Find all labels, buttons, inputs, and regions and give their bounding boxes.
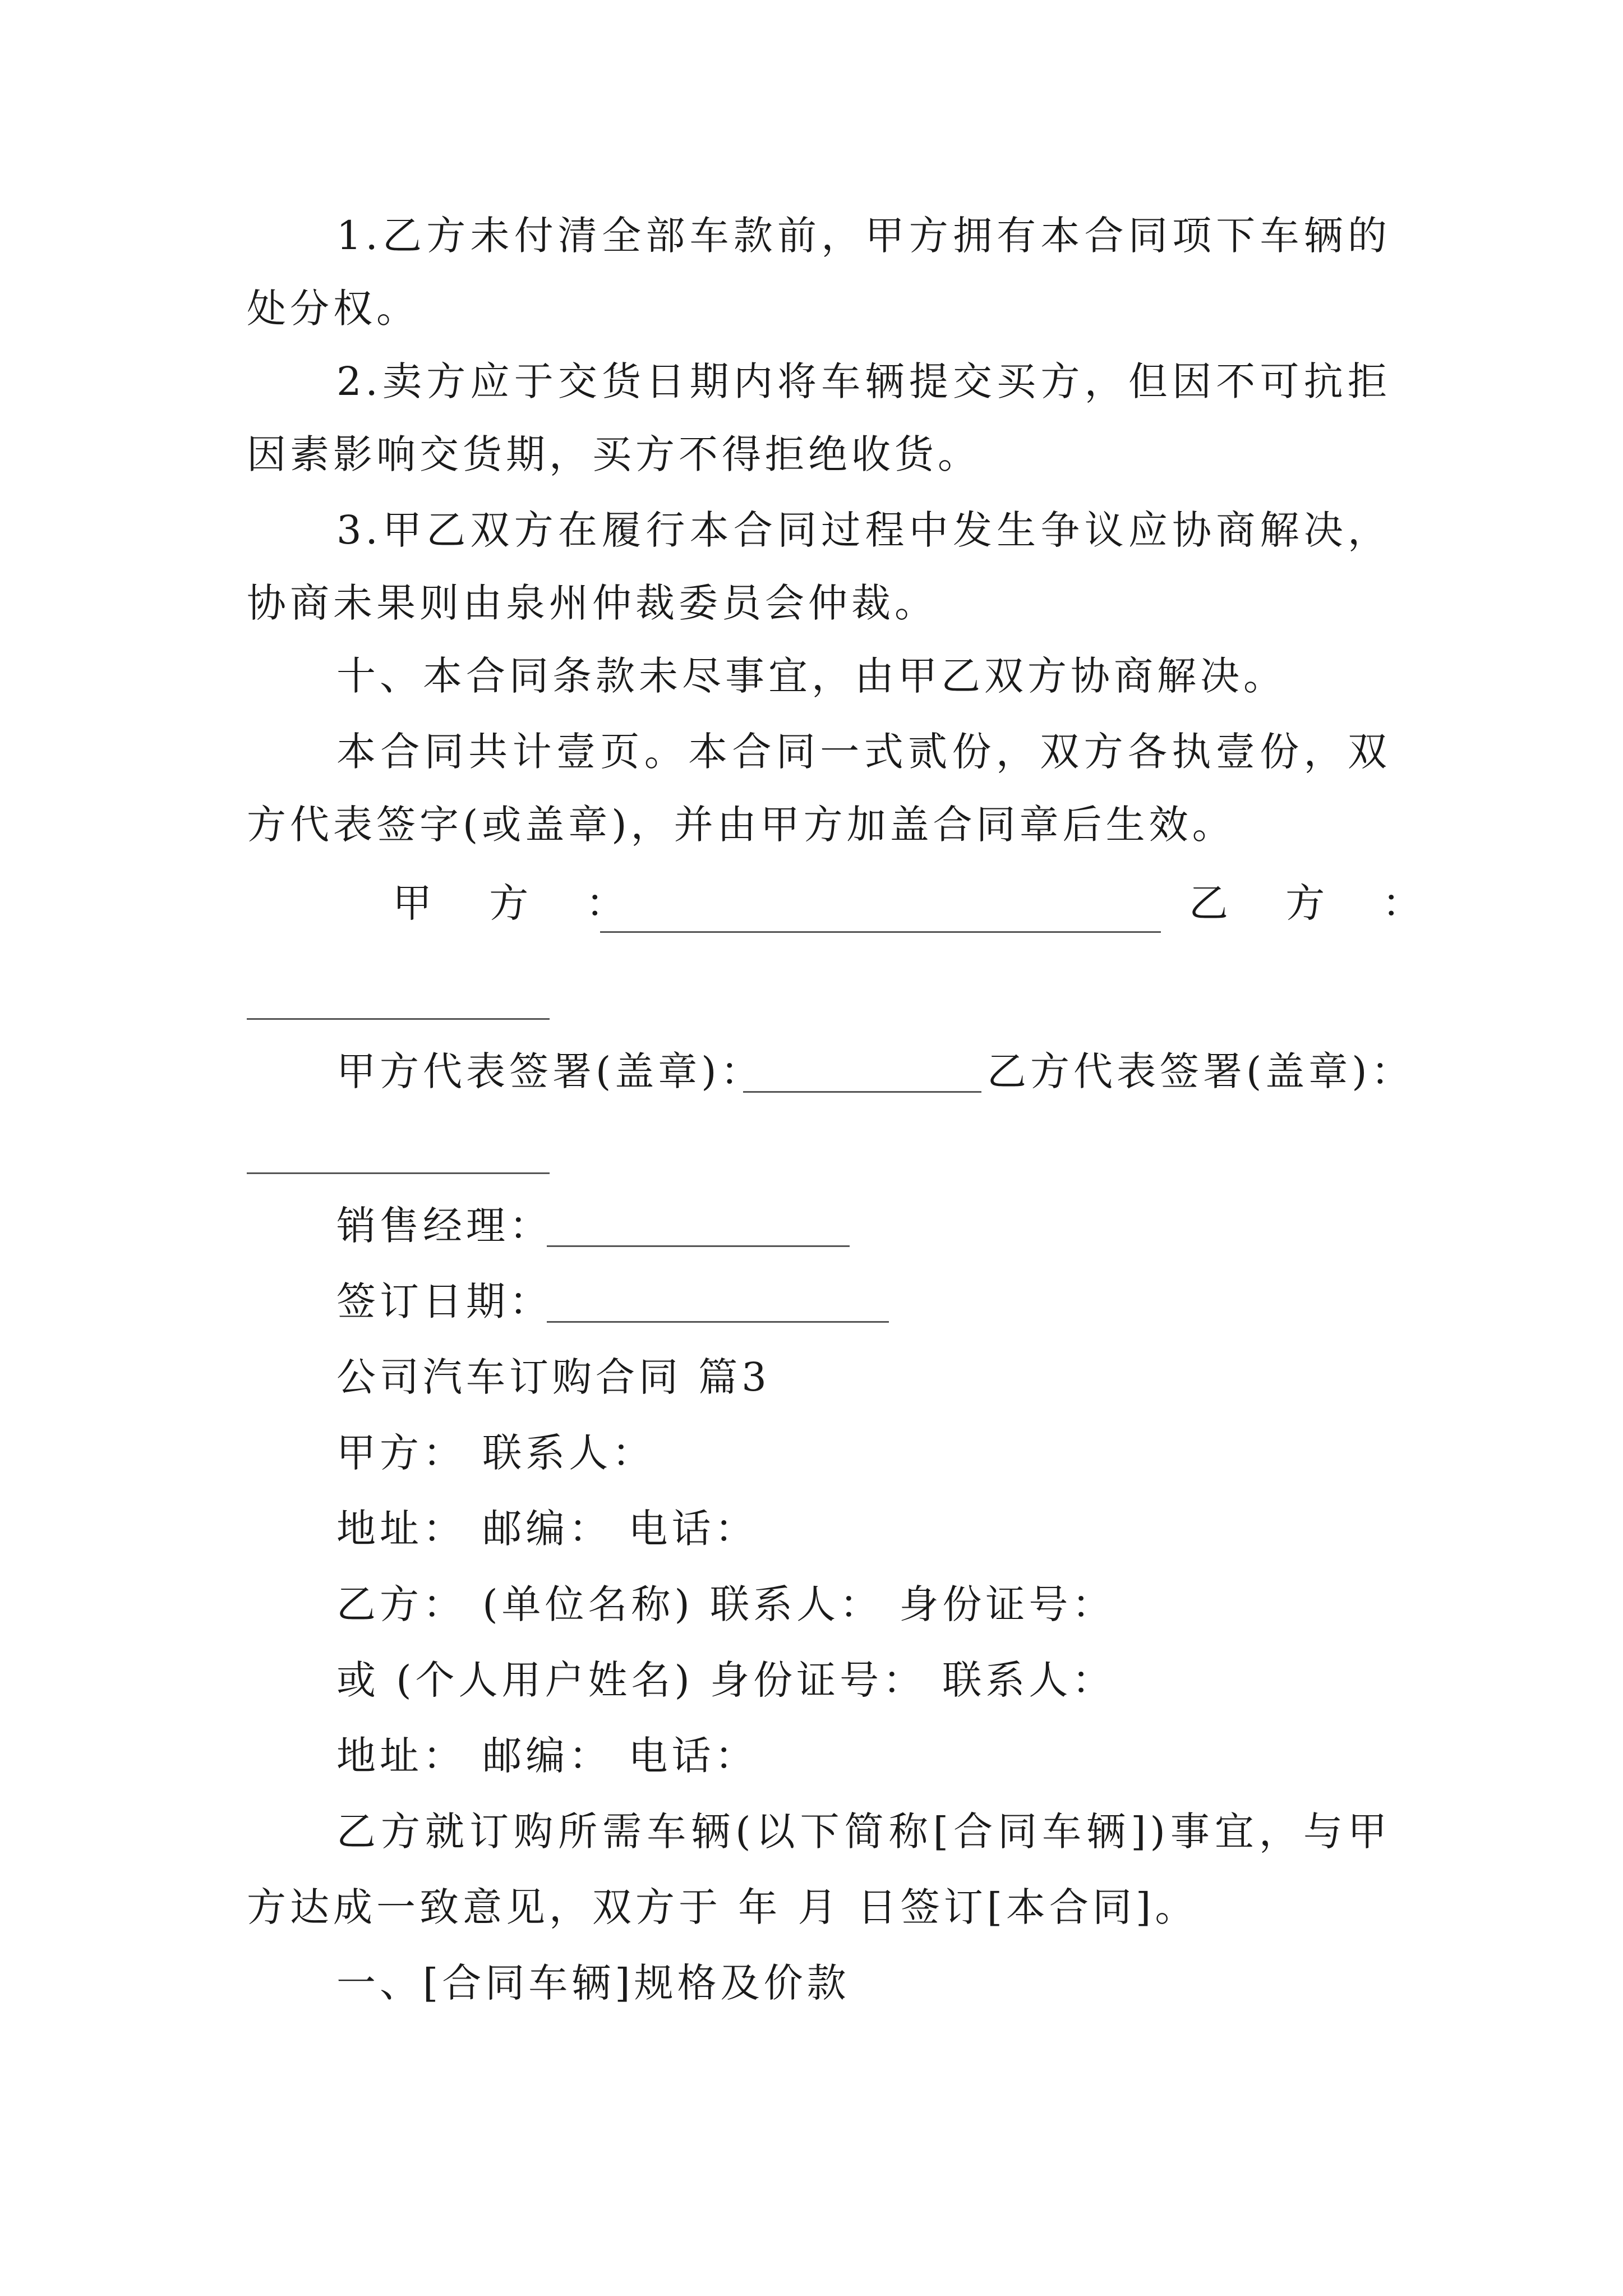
rep-a-blank <box>743 1091 981 1093</box>
paragraph-line: 方代表签字(或盖章)，并由甲方加盖合同章后生效。 <box>247 802 1235 848</box>
paragraph-line: 2.卖方应于交货日期内将车辆提交买方，但因不可抗拒 <box>336 358 1391 404</box>
paragraph-line: 本合同共计壹页。本合同一式贰份，双方各执壹份，双 <box>336 729 1391 775</box>
paragraph-line: 1.乙方未付清全部车款前，甲方拥有本合同项下车辆的 <box>336 213 1391 259</box>
paragraph-line: 十、本合同条款未尽事宜，由甲乙双方协商解决。 <box>336 653 1287 699</box>
party-b-address: 地址： 邮编： 电话： <box>336 1733 758 1779</box>
clause-heading: 一、[合同车辆]规格及价款 <box>336 1960 850 2006</box>
section-title: 公司汽车订购合同 篇3 <box>336 1354 771 1400</box>
paragraph-line: 方达成一致意见，双方于 年 月 日签订[本合同]。 <box>247 1884 1198 1930</box>
sign-date-blank <box>547 1321 889 1323</box>
rep-b-label: 乙方代表签署(盖章)： <box>987 1048 1414 1094</box>
party-b-blank <box>247 1018 550 1020</box>
party-b-label: 乙 方 ： <box>1189 880 1444 926</box>
party-a-label: 甲 方 ： <box>393 880 648 926</box>
paragraph-line: 乙方就订购所需车辆(以下简称[合同车辆])事宜，与甲 <box>336 1809 1391 1855</box>
sign-date-label: 签订日期： <box>336 1278 552 1324</box>
party-b-line: 乙方： (单位名称) 联系人： 身份证号： <box>336 1581 1115 1627</box>
rep-a-label: 甲方代表签署(盖章)： <box>336 1048 764 1094</box>
sales-manager-label: 销售经理： <box>336 1203 552 1249</box>
party-b-alt-line: 或 (个人用户姓名) 身份证号： 联系人： <box>336 1657 1115 1703</box>
paragraph-line: 处分权。 <box>247 286 419 332</box>
party-a-blank <box>600 931 1161 933</box>
paragraph-line: 协商未果则由泉州仲裁委员会仲裁。 <box>247 580 938 626</box>
party-a-address: 地址： 邮编： 电话： <box>336 1506 758 1552</box>
paragraph-line: 3.甲乙双方在履行本合同过程中发生争议应协商解决， <box>336 507 1391 553</box>
party-a-line: 甲方： 联系人： <box>336 1430 656 1476</box>
paragraph-line: 因素影响交货期，买方不得拒绝收货。 <box>247 431 981 477</box>
sales-manager-blank <box>547 1245 850 1247</box>
rep-b-blank <box>247 1172 550 1174</box>
